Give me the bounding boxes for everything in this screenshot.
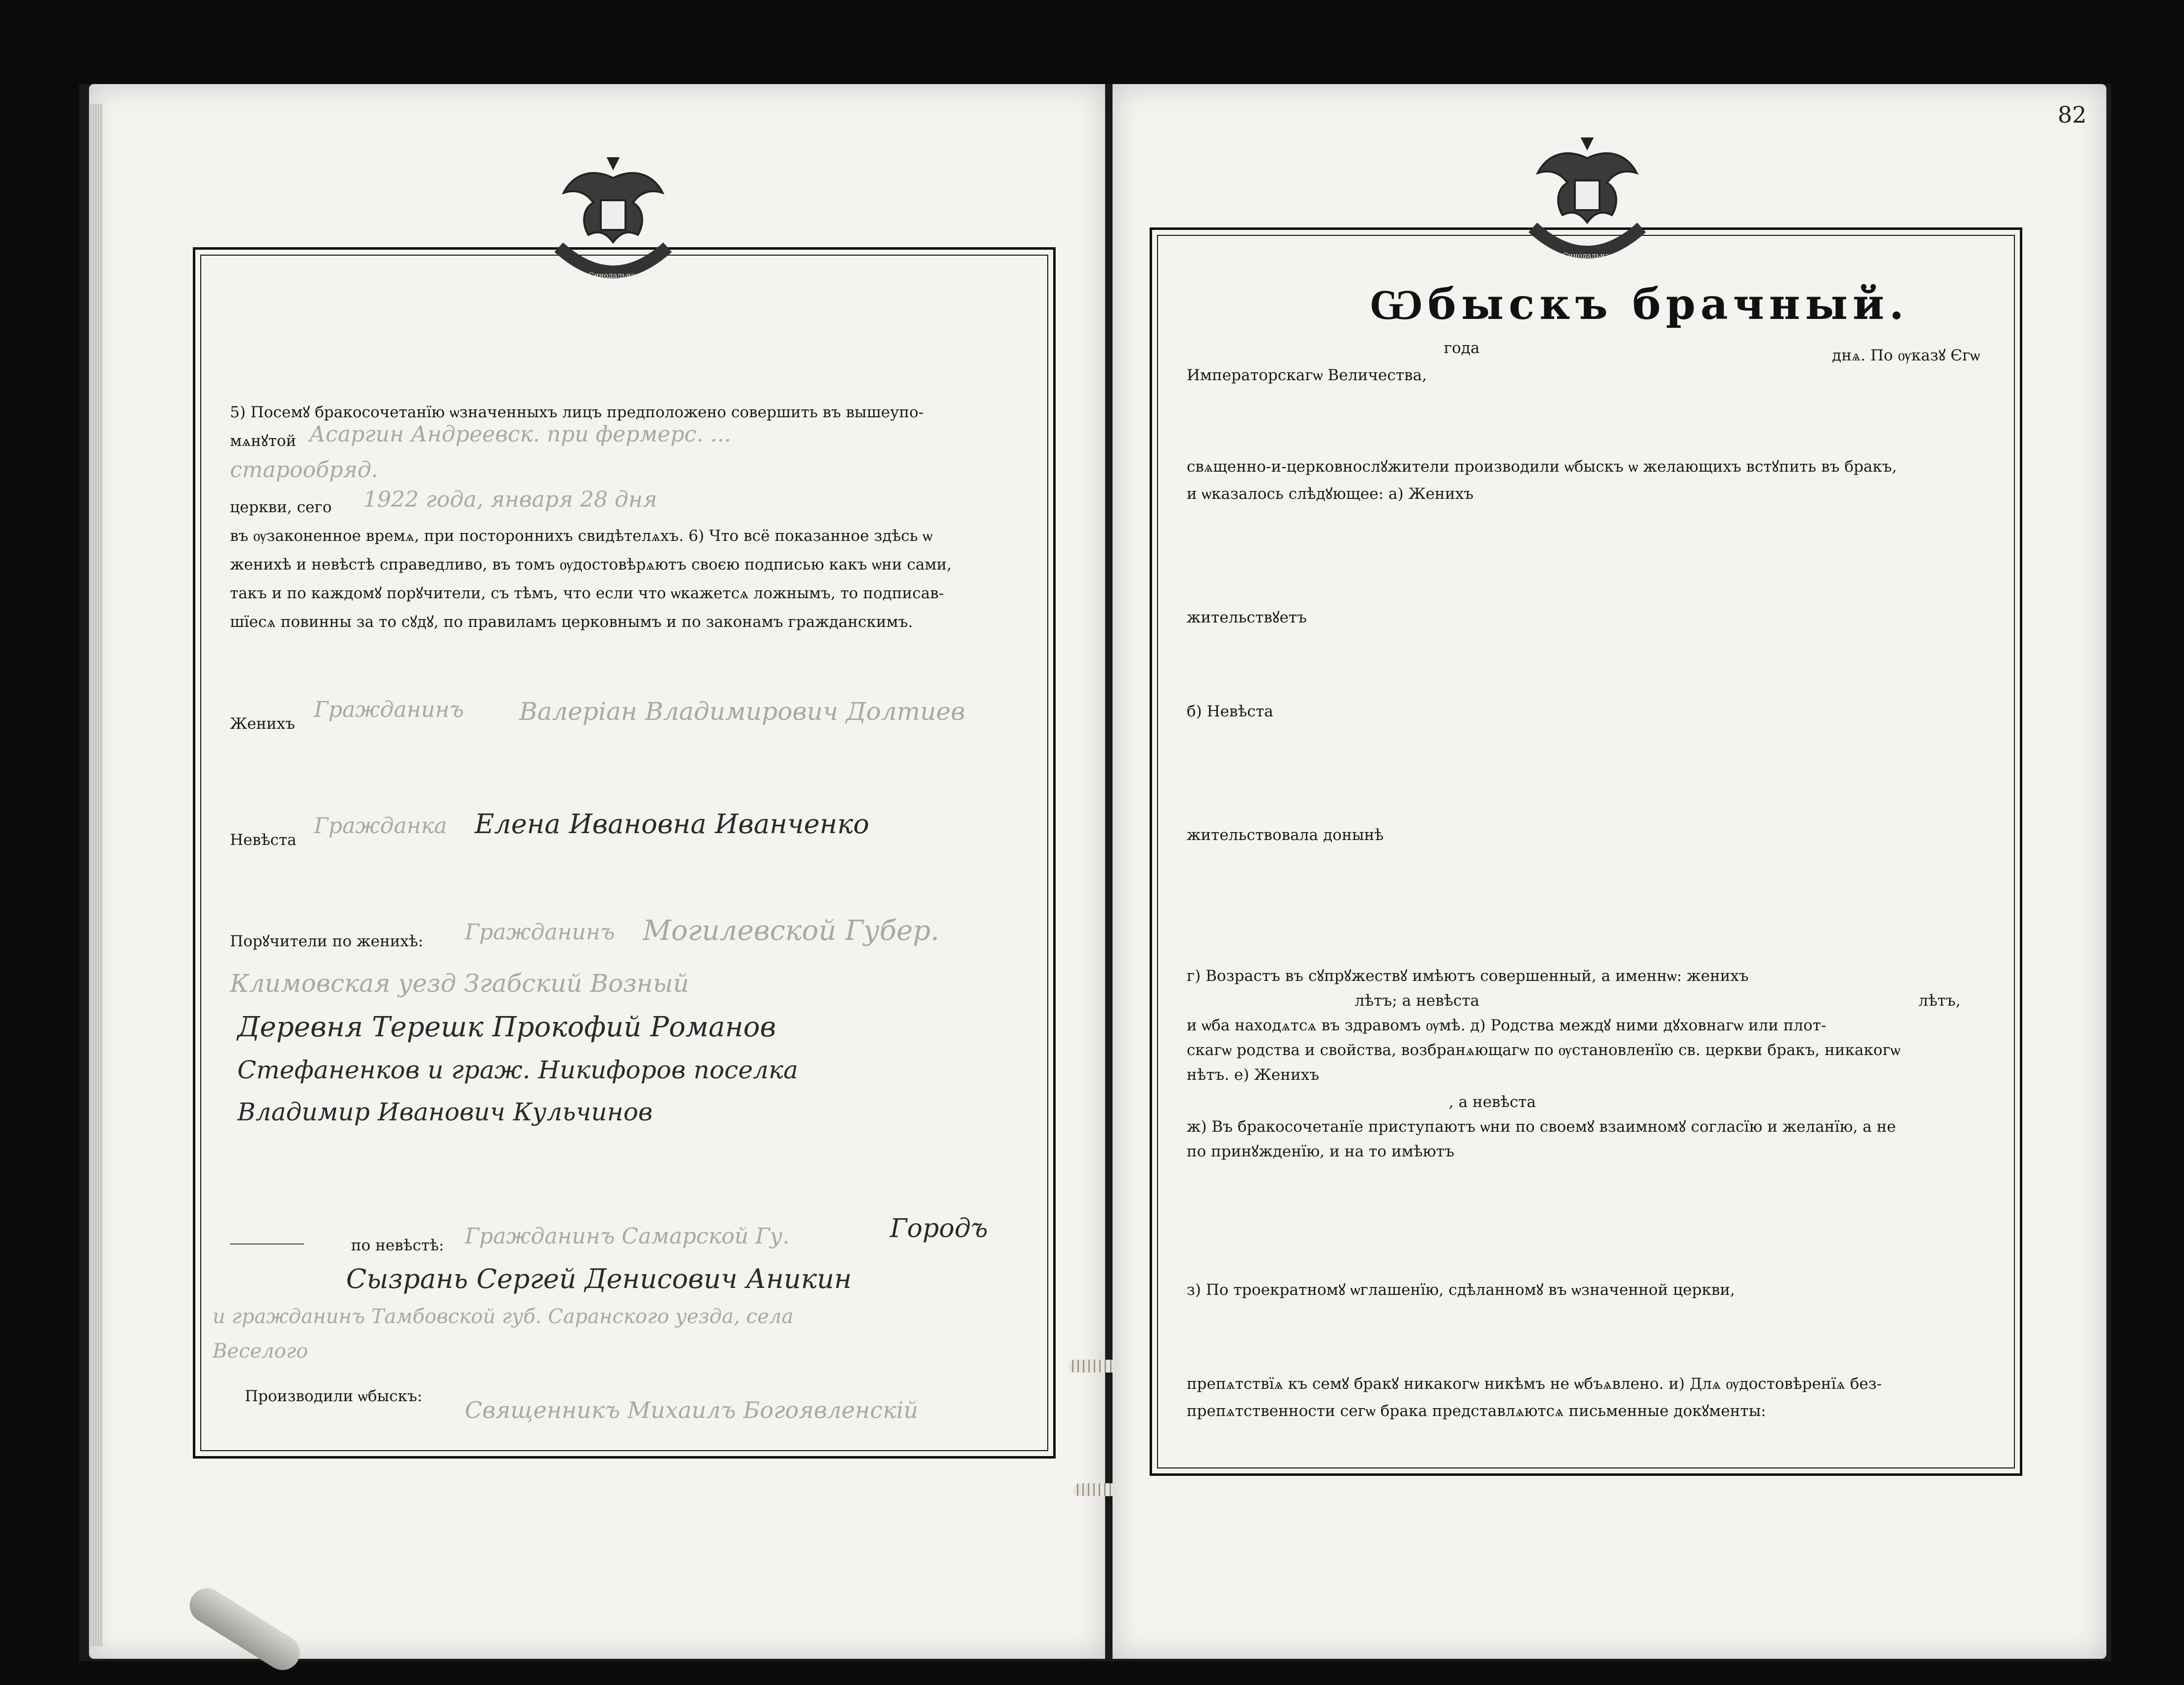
bride-residence-line: жительствовала донынѣ: [1187, 826, 1384, 844]
item-6-line-4: шїесѧ повинны за то сꙋдꙋ, по правиламъ церковнымъ и по законамъ гражданскимъ.: [230, 613, 913, 631]
bride-guarantor-line-4: Веселого: [213, 1340, 308, 1363]
register-book: [79, 84, 2111, 1661]
item-6-line-2: женихѣ и невѣстѣ справедливо, въ томъ ѹдостовѣрѧютъ своєю подписью какъ ѡни сами,: [230, 556, 952, 574]
groom-label: Женихъ: [230, 715, 295, 733]
bride-line: б) Невѣста: [1187, 703, 1274, 720]
groom-guarantor-line-5: Владимир Иванович Кульчинов: [237, 1098, 653, 1126]
item-5-line-3: церкви, сего: [230, 498, 332, 516]
item-5-line-1: 5) Посемꙋ бракосочетанїю ѡзначенныхъ лицъ предположено совершить въ вышеупо-: [230, 403, 924, 421]
groom-guarantor-line-1: Могилевской Губер.: [643, 915, 939, 947]
pencil: [183, 1582, 306, 1677]
banns-line: з) По троекратномꙋ ѡглашенїю, сдѣланномꙋ въ ѡзначенной церкви,: [1187, 1281, 1735, 1299]
years-label: лѣтъ,: [1918, 992, 1961, 1010]
bride-prefix: Гражданка: [314, 813, 447, 839]
groom-line: и ѡказалось слѣдꙋющее: а) Женихъ: [1187, 485, 1474, 503]
bride-guarantor-line-1: Городъ: [890, 1214, 988, 1243]
majesty-line: Императорскагѡ Величества,: [1187, 366, 1427, 384]
right-page: [1113, 84, 2106, 1659]
guarantor-rule: [230, 1243, 304, 1244]
consent-line-1: ж) Въ бракосочетанїе приступаютъ ѡни по своемꙋ взаимномꙋ согласїю и желанїю, а не: [1187, 1118, 1896, 1136]
double-headed-eagle-emblem: [534, 148, 692, 297]
double-headed-eagle-emblem: [1508, 129, 1666, 277]
bride-guarantor-line-2: Сызрань Сергей Денисович Аникин: [346, 1263, 852, 1294]
groom-signature: Валерiан Владимирович Долтиев: [519, 697, 965, 726]
kinship-line-1: и ѡба находѧтсѧ въ здравомъ ѹмѣ. д) Родства междꙋ ними дꙋховнагѡ или плот-: [1187, 1017, 1827, 1034]
kinship-line-2: скагѡ родства и свойства, возбранѧющагѡ по ѹстановленїю св. церкви бракъ, никакогѡ: [1187, 1041, 1901, 1059]
bride-guarantors-label: по невѣстѣ:: [351, 1237, 444, 1254]
document-title: Ѡбыскъ брачный.: [1370, 279, 1909, 329]
status-line: нѣтъ. е) Женихъ: [1187, 1066, 1319, 1084]
groom-guarantors-label: Порꙋчители по женихѣ:: [230, 932, 423, 950]
item-6-line-1: въ ѹзаконенное времѧ, при постороннихъ свидѣтелѧхъ. 6) Что всё показанное здѣсь ѡ: [230, 527, 933, 545]
item-5-line-2: мѧнꙋтой: [230, 432, 297, 450]
age-line: г) Возрастъ въ сꙋпрꙋжествꙋ имѣютъ совершенный, а именнѡ: женихъ: [1187, 967, 1749, 985]
groom-guarantor-prefix: Гражданинъ: [465, 920, 615, 945]
date-handwritten: 1922 года, января 28 дня: [363, 487, 657, 512]
groom-prefix: Гражданинъ: [314, 697, 464, 722]
church-name-handwritten: Асаргин Андреевск. при фермерс. ...: [309, 422, 731, 447]
left-page: [89, 84, 1105, 1659]
officiant-signature: Священникъ Михаилъ Богоявленскiй: [465, 1397, 919, 1423]
page-number: 82: [2057, 101, 2087, 128]
church-type-handwritten: старообряд.: [230, 457, 378, 483]
bride-label: Невѣста: [230, 831, 297, 849]
bride-guarantor-line-1-faint: Гражданинъ Самарской Гу.: [465, 1224, 790, 1249]
decree-line: днѧ. По ѹказꙋ Єгѡ: [1832, 347, 1980, 364]
groom-guarantor-line-2: Климовская уезд Згабский Возный: [230, 969, 689, 998]
bride-guarantor-line-3: и гражданинъ Тамбовской губ. Саранского уезда, села: [213, 1305, 794, 1328]
page-edge: [89, 104, 103, 1646]
clergy-line: свѧщенно-и-церковнослꙋжители производили ѡбыскъ ѡ желающихъ встꙋпить въ бракъ,: [1187, 458, 1897, 476]
documents-line: препѧтственности сегѡ брака представлѧютсѧ письменные докꙋменты:: [1187, 1402, 1766, 1420]
groom-guarantor-line-4: Стефаненков и граж. Никифоров поселка: [237, 1056, 799, 1084]
groom-guarantor-line-3: Деревня Терешк Прокофий Романов: [237, 1011, 776, 1043]
emblem-caption: Московская Синодальная Типографiя: [1513, 251, 1662, 260]
emblem-caption: Московская Синодальная Типографiя: [538, 271, 688, 280]
consent-line-2: по принꙋжденїю, и на то имѣютъ: [1187, 1143, 1455, 1160]
bride-age-line: лѣтъ; а невѣста: [1355, 992, 1480, 1010]
bride-status-line: , а невѣста: [1449, 1093, 1536, 1111]
item-6-line-3: такъ и по каждомꙋ порꙋчители, съ тѣмъ, что если что ѡкажетсѧ ложнымъ, то подписав-: [230, 584, 944, 602]
groom-residence-line: жительствꙋетъ: [1187, 609, 1307, 626]
year-label: года: [1444, 339, 1480, 357]
impediments-line: препѧтствїѧ къ семꙋ бракꙋ никакогѡ никѣмъ не ѡбъѧвлено. и) Длѧ ѹдостовѣренїѧ без-: [1187, 1375, 1882, 1393]
bride-signature: Елена Ивановна Иванченко: [475, 808, 870, 840]
officiant-label: Производили ѡбыскъ:: [245, 1387, 423, 1405]
